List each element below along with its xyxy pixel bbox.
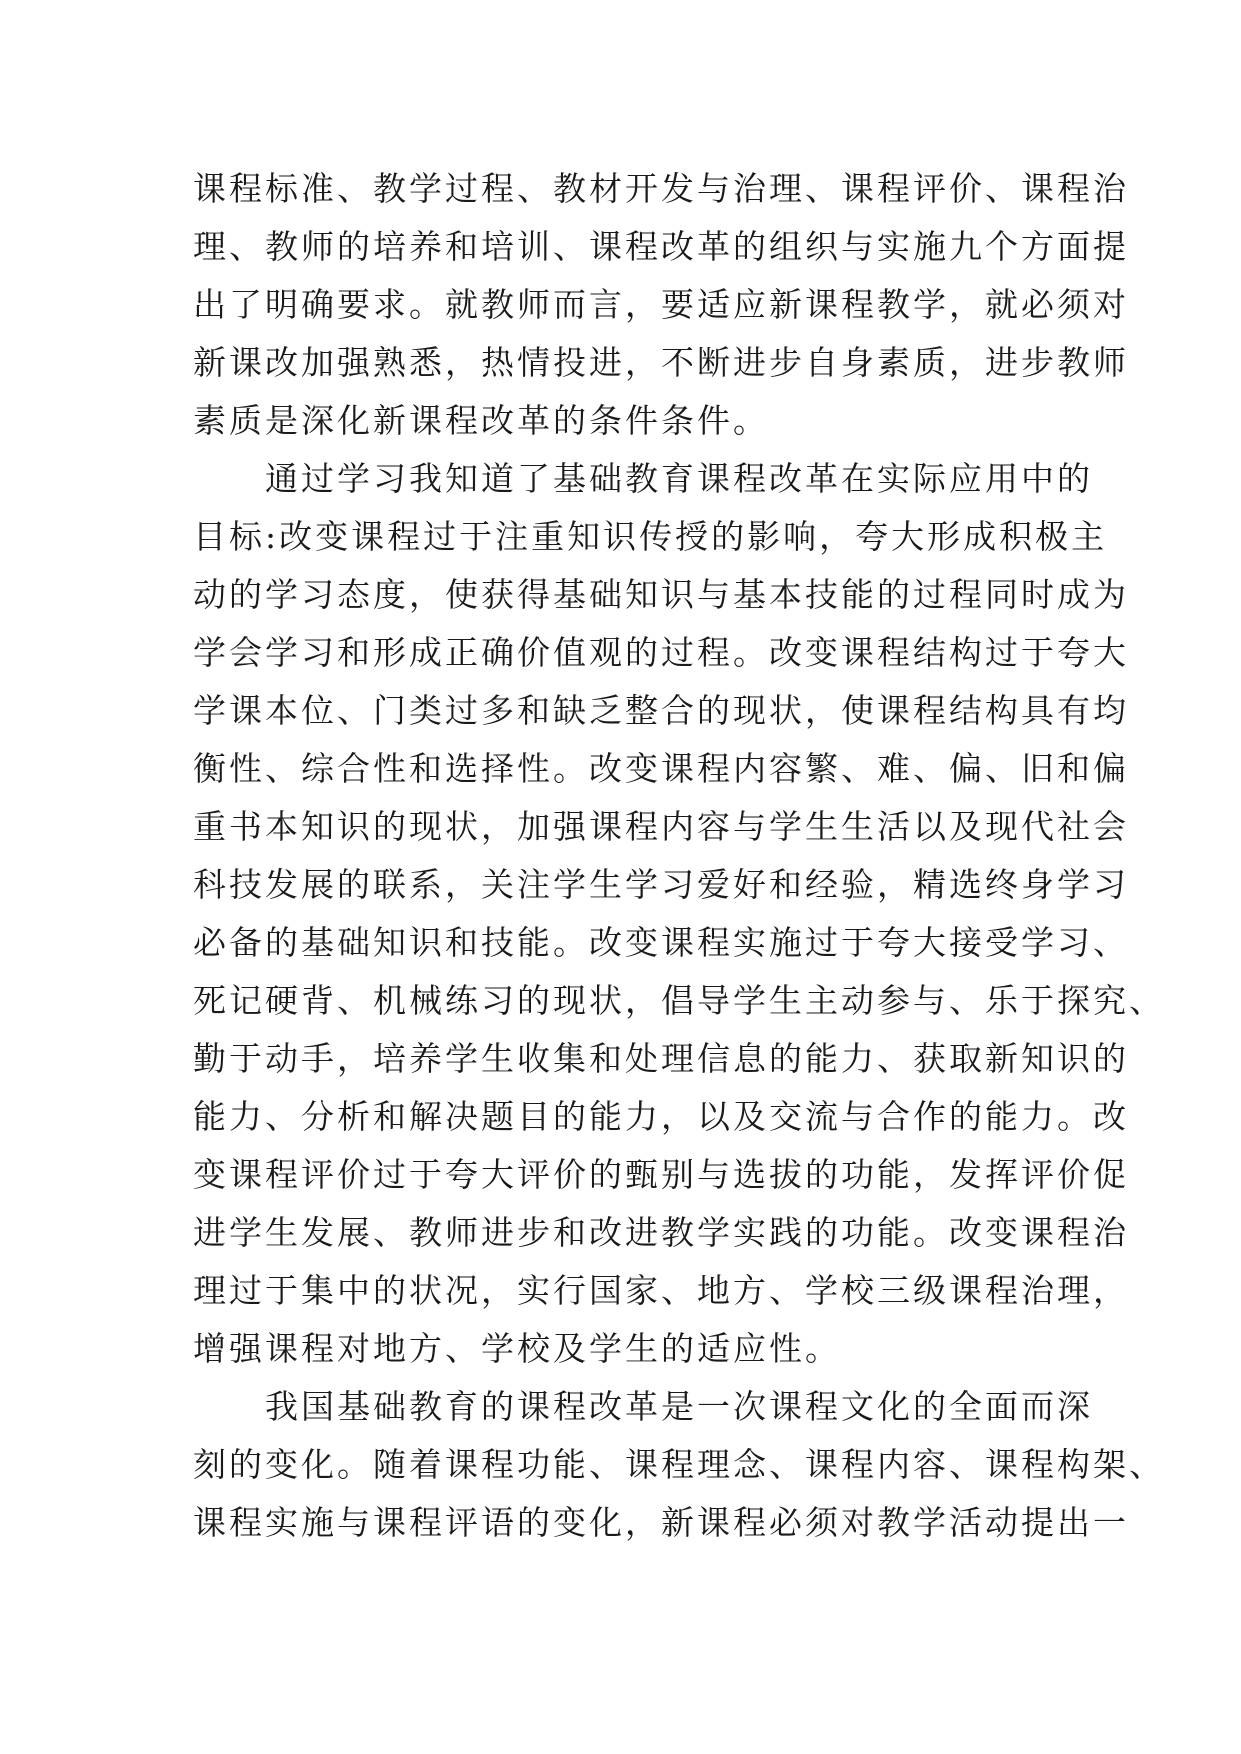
text-line: 我国基础教育的课程改革是一次课程文化的全面而深 [193,1387,1093,1426]
text-line: 新课改加强熟悉，热情投进，不断进步自身素质，进步教师 [193,343,1129,382]
text-line: 动的学习态度，使获得基础知识与基本技能的过程同时成为 [193,575,1129,614]
text-line: 死记硬背、机械练习的现状，倡导学生主动参与、乐于探究、 [193,981,1165,1020]
text-line: 必备的基础知识和技能。改变课程实施过于夸大接受学习、 [193,923,1129,962]
text-line: 进学生发展、教师进步和改进教学实践的功能。改变课程治 [193,1213,1129,1252]
text-line: 课程标准、教学过程、教材开发与治理、课程评价、课程治 [193,169,1129,208]
text-line: 学会学习和形成正确价值观的过程。改变课程结构过于夸大 [193,633,1129,672]
text-line: 通过学习我知道了基础教育课程改革在实际应用中的 [193,459,1093,498]
text-line: 理过于集中的状况，实行国家、地方、学校三级课程治理， [193,1271,1129,1310]
text-line: 理、教师的培养和培训、课程改革的组织与实施九个方面提 [193,227,1129,266]
text-line: 重书本知识的现状，加强课程内容与学生生活以及现代社会 [193,807,1129,846]
text-line: 学课本位、门类过多和缺乏整合的现状，使课程结构具有均 [193,691,1129,730]
text-line: 能力、分析和解决题目的能力，以及交流与合作的能力。改 [193,1097,1129,1136]
body-text [193,160,1165,1552]
text-line: 衡性、综合性和选择性。改变课程内容繁、难、偏、旧和偏 [193,749,1129,788]
text-line: 科技发展的联系，关注学生学习爱好和经验，精选终身学习 [193,865,1129,904]
text-line: 目标:改变课程过于注重知识传授的影响，夸大形成积极主 [193,517,1108,556]
text-line: 变课程评价过于夸大评价的甄别与选拔的功能，发挥评价促 [193,1155,1129,1194]
text-line: 增强课程对地方、学校及学生的适应性。 [193,1329,841,1368]
text-line: 素质是深化新课程改革的条件条件。 [193,401,769,440]
text-line: 课程实施与课程评语的变化，新课程必须对教学活动提出一 [193,1503,1129,1542]
text-line: 勤于动手，培养学生收集和处理信息的能力、获取新知识的 [193,1039,1129,1078]
text-line: 出了明确要求。就教师而言，要适应新课程教学，就必须对 [193,285,1129,324]
text-line: 刻的变化。随着课程功能、课程理念、课程内容、课程构架、 [193,1445,1165,1484]
